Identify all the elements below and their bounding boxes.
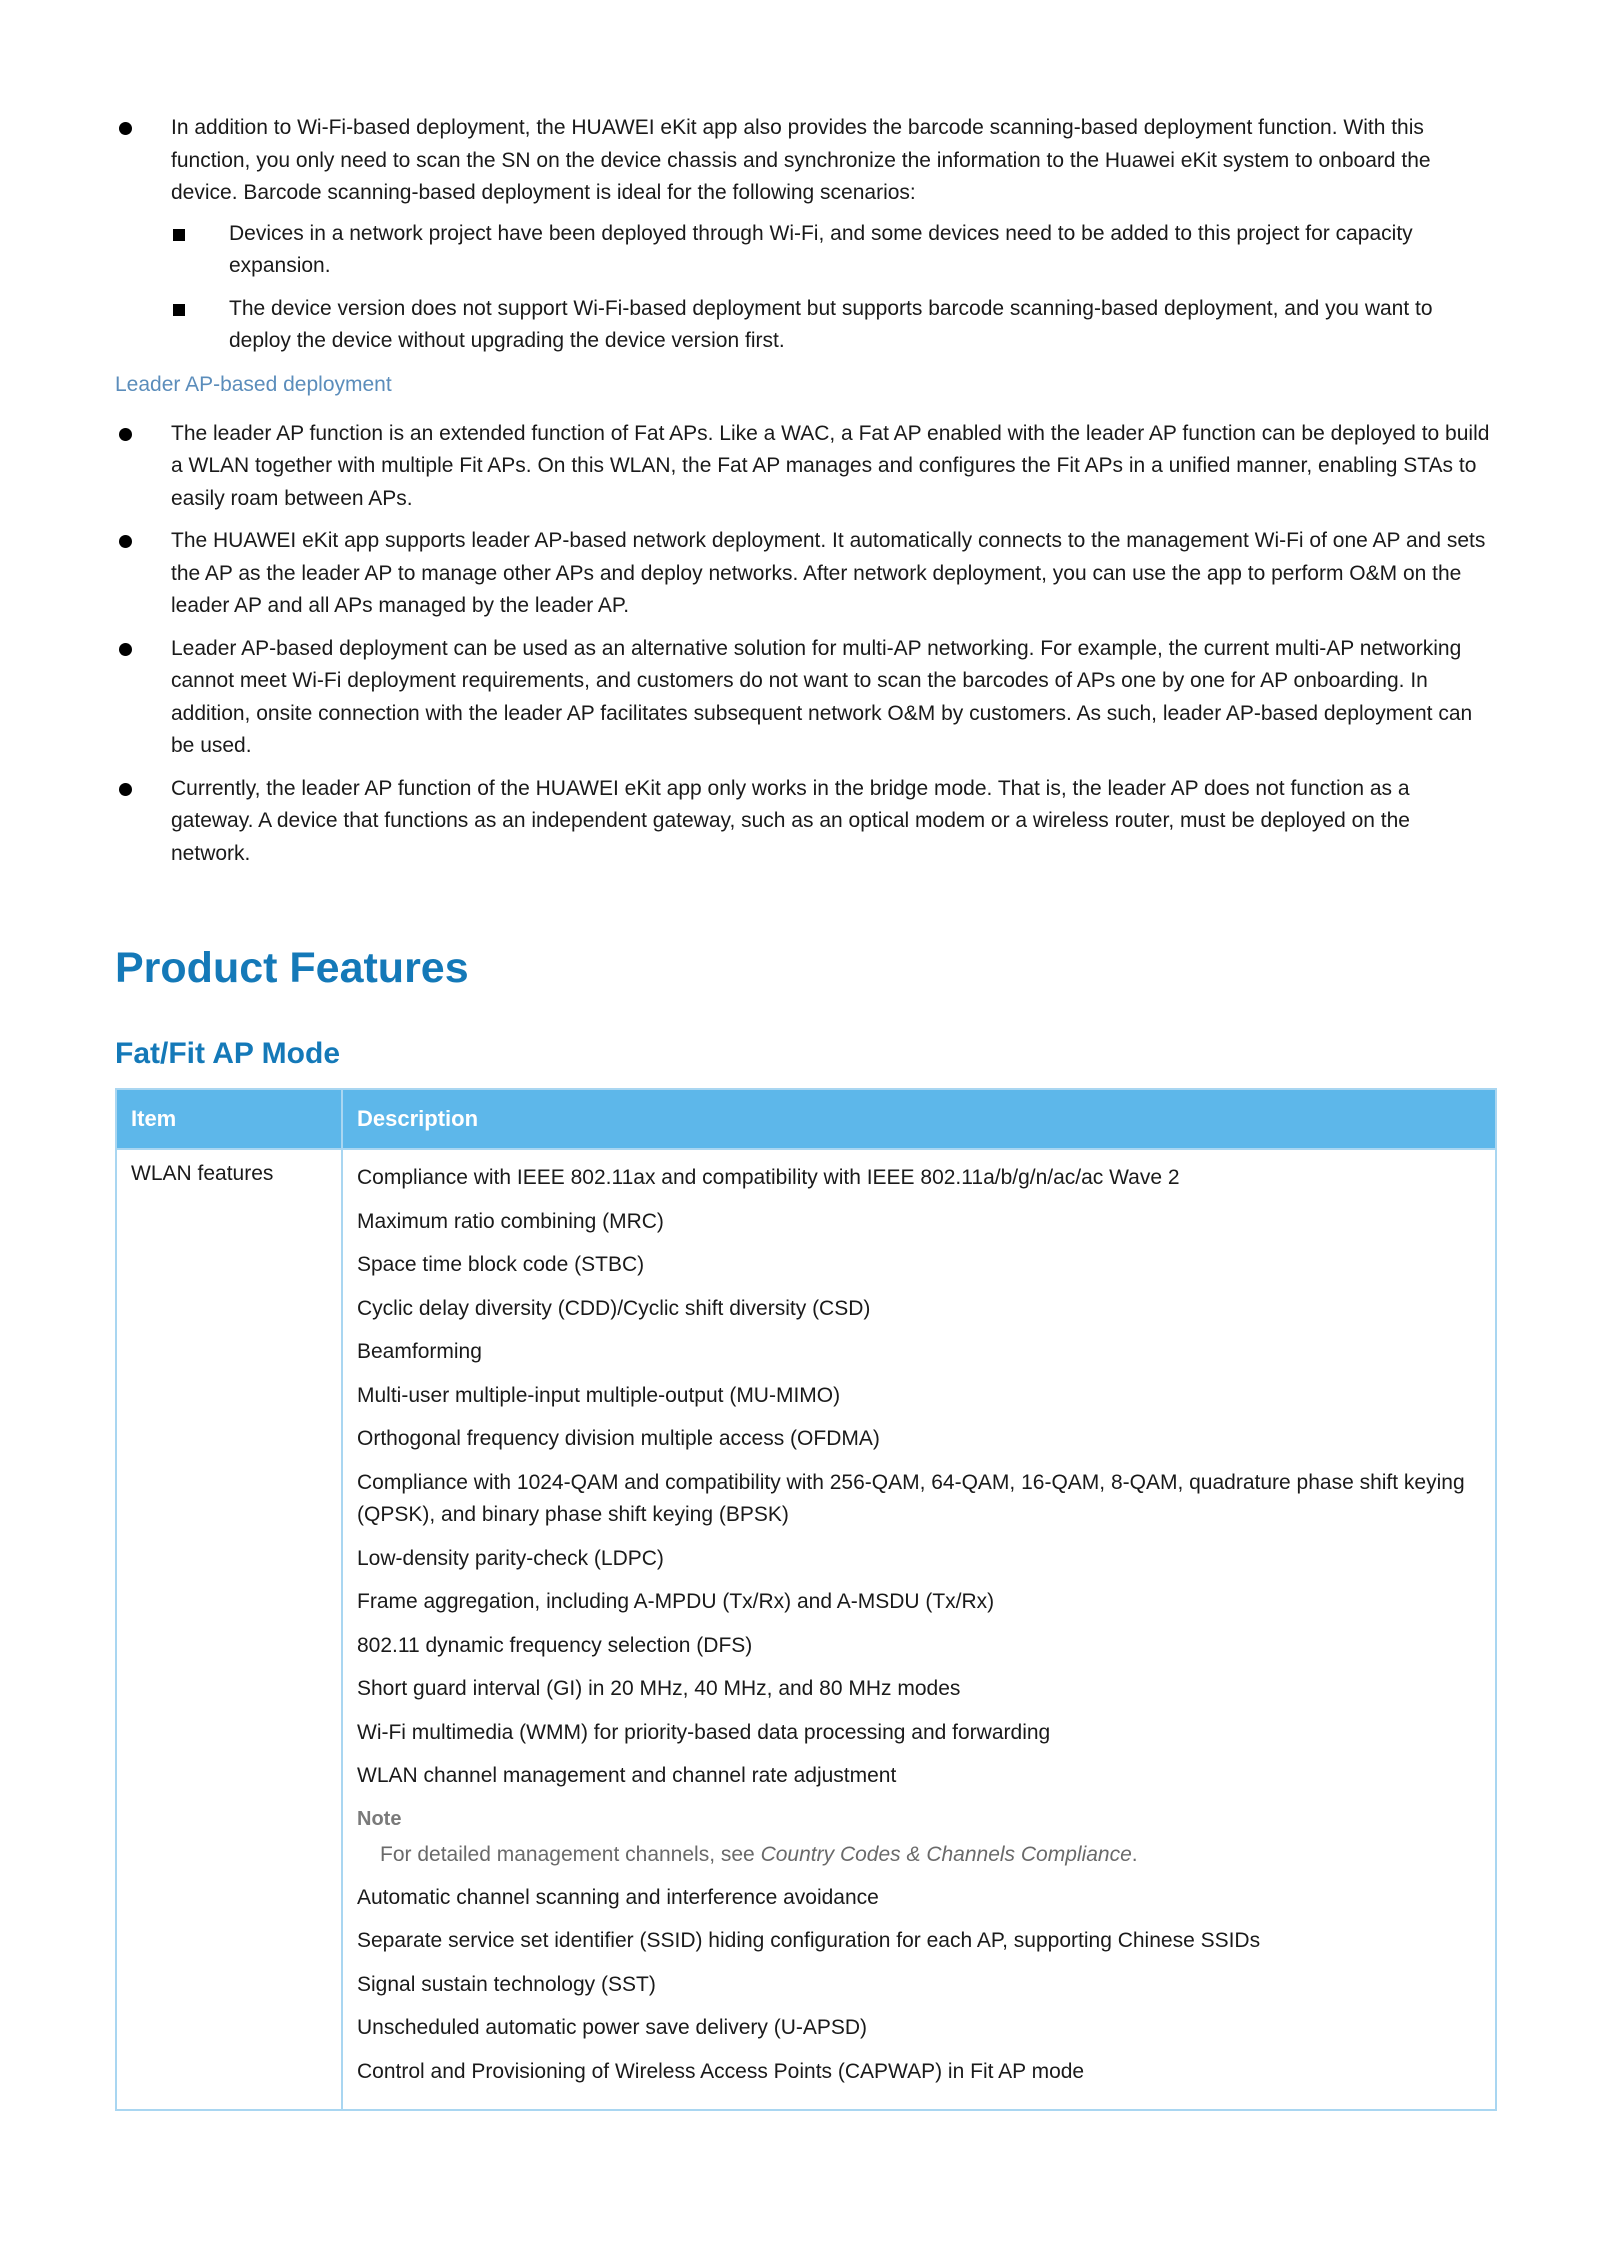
- leader-bullet-list: [115, 418, 1495, 871]
- list-item: [115, 218, 1495, 283]
- item-cell: WLAN features: [116, 1149, 342, 2110]
- table-row: [116, 1149, 1496, 2110]
- feature-line: Frame aggregation, including A-MPDU (Tx/Rx) and A-MSDU (Tx/Rx): [357, 1590, 995, 1613]
- bullet-icon: [119, 122, 132, 135]
- bullet-icon: [119, 643, 132, 656]
- page-title: Product Features: [115, 944, 469, 992]
- bullet-icon: [119, 428, 132, 441]
- list-item: [115, 525, 1495, 623]
- feature-line: Cyclic delay diversity (CDD)/Cyclic shift diversity (CSD): [357, 1296, 871, 1320]
- feature-line: Control and Provisioning of Wireless Access Points (CAPWAP) in Fit AP mode: [357, 2059, 1085, 2083]
- bullet-text: Leader AP-based deployment can be used as an alternative solution for multi-AP networking. For example, the current multi-AP networking cannot meet Wi-Fi deployment requirements, and customers do not want to scan the barcodes of APs one by one for AP onboarding. In addition, onsite connection with the leader AP facilitates subsequent network O&M by customers. As such, leader AP-based deployment can be used.: [171, 636, 1473, 757]
- square-bullet-icon: [173, 304, 185, 316]
- document-page: [115, 112, 1495, 2111]
- feature-line: WLAN channel management and channel rate adjustment: [357, 1764, 897, 1787]
- column-header-description: Description: [342, 1089, 1496, 1149]
- feature-line: Unscheduled automatic power save delivery (U-APSD): [357, 2016, 868, 2039]
- bullet-text: In addition to Wi-Fi-based deployment, the HUAWEI eKit app also provides the barcode scanning-based deployment function. With this function, you only need to scan the SN on the device chassis and synchronize the information to the Huawei eKit system to onboard the device. Barcode scanning-based deployment is ideal for the following scenarios:: [171, 116, 1431, 204]
- feature-line: Orthogonal frequency division multiple access (OFDMA): [357, 1427, 880, 1450]
- intro-bullet-list: [115, 112, 1495, 358]
- table-header-row: [116, 1089, 1496, 1149]
- sub-bullet-list: [171, 218, 1495, 358]
- features-table: [115, 1088, 1497, 2111]
- feature-line: Separate service set identifier (SSID) hiding configuration for each AP, supporting Chinese SSIDs: [357, 1929, 1261, 1952]
- list-item: [115, 418, 1495, 516]
- sub-bullet-text: The device version does not support Wi-Fi-based deployment but supports barcode scanning-based deployment, and you want to deploy the device without upgrading the device version first.: [229, 296, 1433, 352]
- bullet-text: Currently, the leader AP function of the HUAWEI eKit app only works in the bridge mode. That is, the leader AP does not function as a gateway. A device that functions as an independent gateway, such as an optical modem or a wireless router, must be deployed on the network.: [171, 776, 1410, 865]
- note-link[interactable]: Country Codes & Channels Compliance: [760, 1842, 1132, 1866]
- list-item: [115, 293, 1495, 358]
- column-header-item: Item: [116, 1089, 342, 1149]
- feature-line: 802.11 dynamic frequency selection (DFS): [357, 1633, 753, 1657]
- feature-line: Compliance with IEEE 802.11ax and compatibility with IEEE 802.11a/b/g/n/ac/ac Wave 2: [357, 1166, 1180, 1189]
- note-prefix: For detailed management channels, see: [380, 1842, 761, 1866]
- note-title: Note: [357, 1807, 402, 1830]
- feature-line: Maximum ratio combining (MRC): [357, 1209, 664, 1233]
- list-item: [115, 773, 1495, 871]
- feature-line: Beamforming: [357, 1340, 482, 1363]
- bullet-icon: [119, 783, 132, 796]
- bullet-icon: [119, 535, 132, 548]
- square-bullet-icon: [173, 229, 185, 241]
- bullet-text: The leader AP function is an extended function of Fat APs. Like a WAC, a Fat AP enabled with the leader AP function can be deployed to build a WLAN together with multiple Fit APs. On this WLAN, the Fat AP manages and configures the Fit APs in a unified manner, enabling STAs to easily roam between APs.: [171, 421, 1490, 510]
- feature-line: Space time block code (STBC): [357, 1253, 645, 1276]
- bullet-text: The HUAWEI eKit app supports leader AP-based network deployment. It automatically connects to the management Wi-Fi of one AP and sets the AP as the leader AP to manage other APs and deploy networks. After network deployment, you can use the app to perform O&M on the leader AP and all APs managed by the leader AP.: [171, 529, 1486, 617]
- note-suffix: .: [1131, 1842, 1138, 1866]
- list-item: [115, 633, 1495, 763]
- feature-line: Automatic channel scanning and interference avoidance: [357, 1885, 879, 1909]
- section-heading: Fat/Fit AP Mode: [115, 1037, 340, 1070]
- feature-line: Compliance with 1024-QAM and compatibility with 256-QAM, 64-QAM, 16-QAM, 8-QAM, quadrature phase shift keying (QPSK), and binary phase shift keying (BPSK): [357, 1470, 1465, 1526]
- feature-line: Signal sustain technology (SST): [357, 1972, 656, 1996]
- feature-line: Multi-user multiple-input multiple-output (MU-MIMO): [357, 1383, 841, 1407]
- list-item: [115, 112, 1495, 358]
- section-label: Leader AP-based deployment: [115, 372, 392, 396]
- note-body: [357, 1840, 1481, 1870]
- feature-line: Short guard interval (GI) in 20 MHz, 40 MHz, and 80 MHz modes: [357, 1677, 961, 1700]
- feature-line: Low-density parity-check (LDPC): [357, 1546, 664, 1570]
- description-cell: [342, 1149, 1496, 2110]
- sub-bullet-text: Devices in a network project have been deployed through Wi-Fi, and some devices need to be added to this project for capacity expansion.: [229, 221, 1413, 277]
- feature-line: Wi-Fi multimedia (WMM) for priority-based data processing and forwarding: [357, 1720, 1051, 1744]
